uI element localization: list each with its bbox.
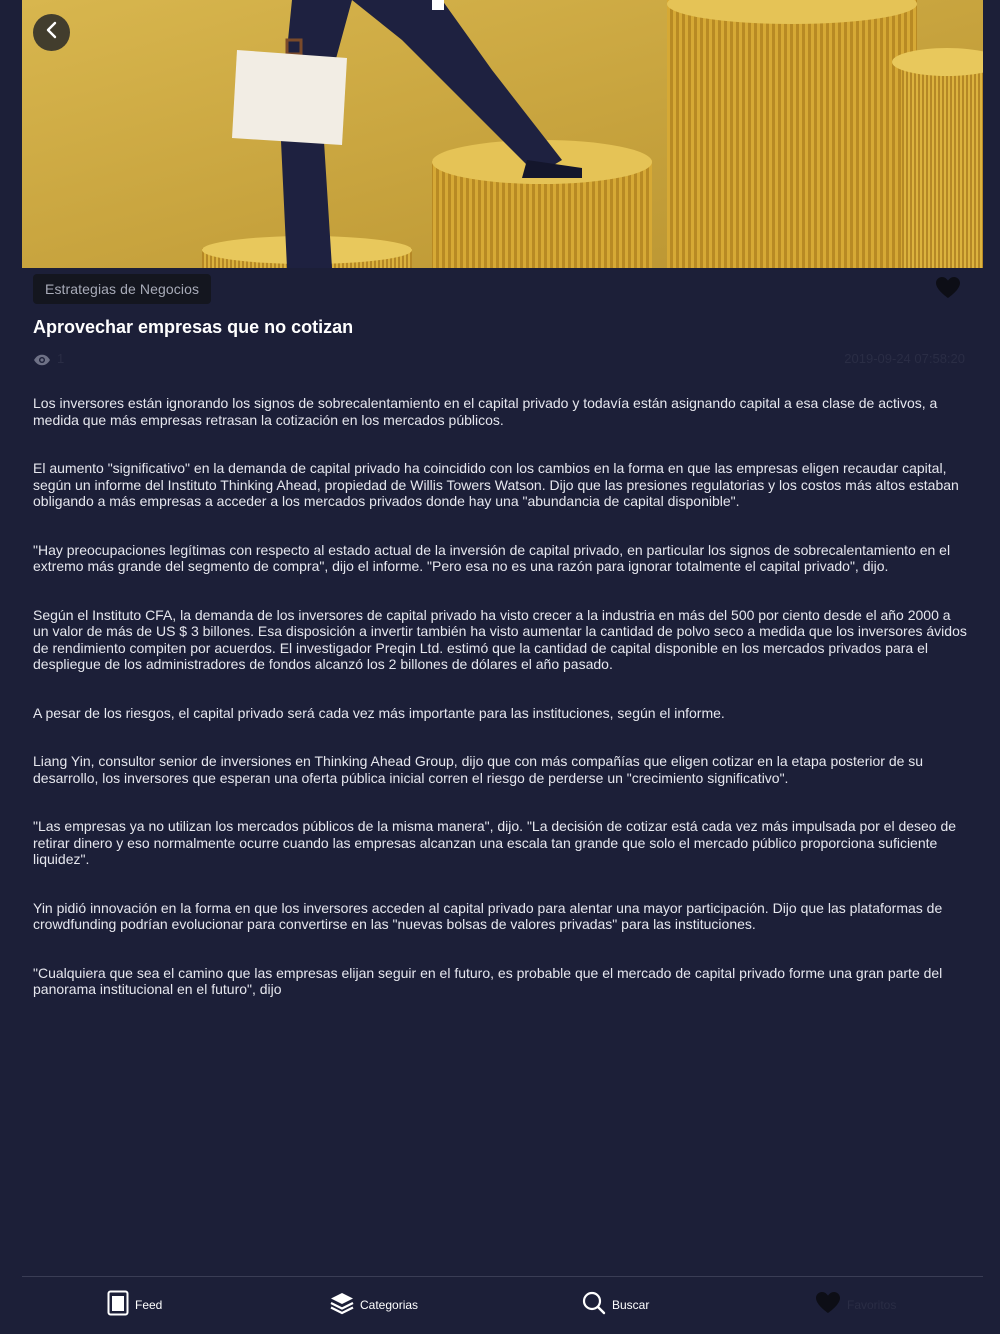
- article-paragraph: "Las empresas ya no utilizan los mercados públicos de la misma manera", dijo. "La decisión de cotizar está cada vez más impulsada por el deseo de retirar dinero y eso normalmente ocurre cuando las empresas alcanzan una escala tan grande que solo el mercado público proporciona suficiente liquidez".: [33, 818, 957, 867]
- tab-label: Categorias: [360, 1298, 419, 1312]
- eye-icon: [33, 353, 51, 371]
- heart-icon: [815, 1291, 841, 1320]
- feed-icon: [107, 1290, 129, 1321]
- article-paragraph: Según el Instituto CFA, la demanda de los inversores de capital privado ha visto crecer a la industria en más del 500 por ciento desde el año 2000 a un valor de más de US $ 3 billones. Esa disposición a invertir también ha visto aumentar la cantidad de polvo seco a medida que los inversores ávidos de rendimiento compiten por acuerdos. El investigador Preqin Ltd. estimó que la cantidad de capital disponible en los mercados privados para el despliegue de los administradores de fondos alcanzó los 2 billones de dólares el año pasado.: [33, 606, 967, 672]
- tab-feed[interactable]: [107, 1291, 162, 1319]
- publish-date: 2019-09-24 07:58:20: [844, 351, 965, 366]
- article-body: [33, 395, 968, 1030]
- article-paragraph: Yin pidió innovación en la forma en que los inversores acceden al capital privado para alentar una mayor participación. Dijo que las plataformas de crowdfunding podrían evolucionar para convertirse en las "nuevas bolsas de valores privadas" para las instituciones.: [33, 899, 943, 932]
- article-paragraph: Liang Yin, consultor senior de inversiones en Thinking Ahead Group, dijo que con más compañías que eligen cotizar en la etapa posterior de su desarrollo, los inversores que esperan una oferta pública inicial corren el riesgo de perderse un "crecimiento significativo".: [33, 753, 924, 786]
- layers-icon: [330, 1291, 354, 1320]
- back-button[interactable]: [33, 14, 70, 51]
- view-count: 1: [57, 351, 65, 366]
- tab-bar: [22, 1276, 983, 1334]
- tab-label: Favoritos: [847, 1298, 897, 1312]
- article-paragraph: "Hay preocupaciones legítimas con respecto al estado actual de la inversión de capital privado, en particular los signos de sobrecalentamiento en el extremo más grande del segmento de compra", dijo el informe. "Pero esa no es una razón para ignorar totalmente el capital privado", dijo.: [33, 541, 951, 574]
- tab-favoritos[interactable]: [815, 1291, 896, 1319]
- article-title: Aprovechar empresas que no cotizan: [33, 317, 354, 337]
- chevron-left-icon: [45, 21, 59, 44]
- article-paragraph: "Cualquiera que sea el camino que las empresas elijan seguir en el futuro, es probable que el mercado de capital privado forme una gran parte del panorama institucional en el futuro", dijo: [33, 964, 943, 997]
- article-paragraph: A pesar de los riesgos, el capital privado será cada vez más importante para las instituciones, según el informe.: [33, 704, 725, 721]
- tab-label: Feed: [135, 1298, 163, 1312]
- tab-categorias[interactable]: [330, 1291, 418, 1319]
- hero-image: [22, 0, 983, 268]
- tab-buscar[interactable]: [582, 1291, 649, 1319]
- category-chip[interactable]: Estrategias de Negocios: [33, 274, 211, 304]
- article-paragraph: Los inversores están ignorando los signos de sobrecalentamiento en el capital privado y todavía están asignando capital a esa clase de activos, a medida que más empresas retrasan la cotización en los mercados públicos.: [33, 395, 938, 428]
- article-paragraph: El aumento "significativo" en la demanda de capital privado ha coincidido con los cambios en la forma en que las empresas eligen recaudar capital, según un informe del Instituto Thinking Ahead, propiedad de Willis Towers Watson. Dijo que las presiones regulatorias y los costos más altos estaban obligando a más empresas a acceder a los mercados privados donde hay una "abundancia de capital disponible".: [33, 460, 959, 509]
- search-icon: [582, 1291, 606, 1320]
- tab-label: Buscar: [612, 1298, 650, 1312]
- article-meta: [33, 350, 965, 370]
- favorite-heart-icon[interactable]: [935, 276, 961, 300]
